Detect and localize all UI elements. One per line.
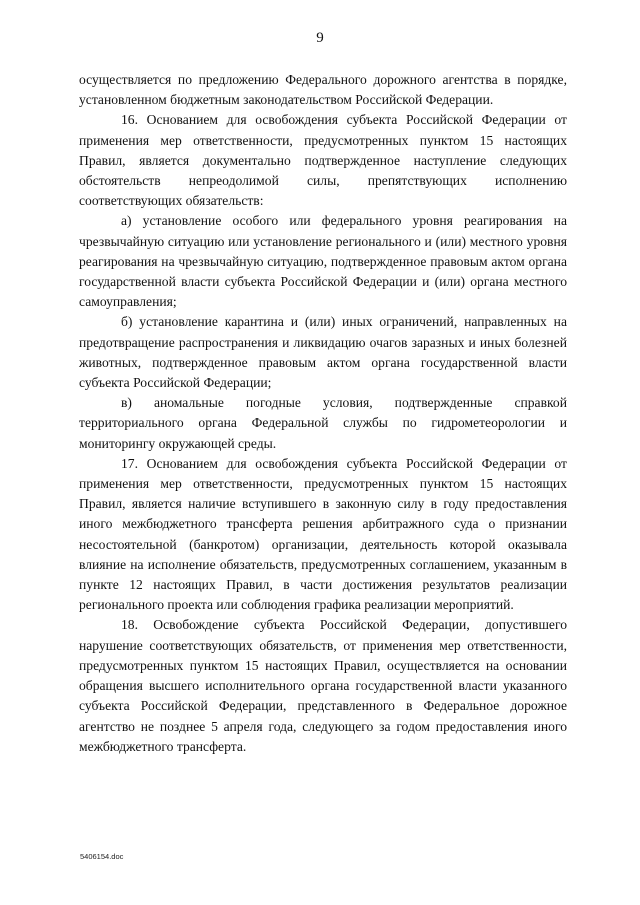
paragraph-17: 17. Основанием для освобождения субъекта Российской Федерации от применения мер ответственности, предусмотренных пунктом 15 настоящих Правил, является наличие вступившего в законную силу в году предоставления иного межбюджетного трансферта решения арбитражного суда о признании несостоятельной (банкротом) организации, деятельность которой оказывала влияние на исполнение обязательств, предусмотренных соглашением, указанным в пункте 12 настоящих Правил, в части достижения результатов реализации регионального проекта или соблюдения графика реализации мероприятий.	[79, 455, 567, 613]
paragraph-16: 16. Основанием для освобождения субъекта Российской Федерации от применения мер ответственности, предусмотренных пунктом 15 настоящих Правил, является документально подтвержденное наступление следующих обстоятельств непреодолимой силы, препятствующих исполнению соответствующих обязательств:	[79, 112, 567, 209]
document-body	[79, 70, 567, 757]
page-number: 9	[316, 30, 324, 46]
paragraph-18: 18. Освобождение субъекта Российской Федерации, допустившего нарушение соответствующих обязательств, от применения мер ответственности, предусмотренных пунктом 15 настоящих Правил, осуществляется на основании обращения высшего исполнительного органа государственной власти указанного субъекта Российской Федерации, представленного в Федеральное дорожное агентство не позднее 5 апреля года, следующего за годом предоставления иного межбюджетного трансферта.	[79, 617, 567, 754]
paragraph-continuation: осуществляется по предложению Федерального дорожного агентства в порядке, установленном бюджетным законодательством Российской Федерации.	[79, 72, 567, 108]
footer-filename: 5406154.doc	[80, 852, 124, 861]
paragraph-16b: б) установление карантина и (или) иных ограничений, направленных на предотвращение распространения и ликвидацию очагов заразных и иных болезней животных, подтвержденное правовым актом органа государственной власти субъекта Российской Федерации;	[79, 314, 567, 391]
paragraph-16v: в) аномальные погодные условия, подтвержденные справкой территориального органа Федеральной службы по гидрометеорологии и мониторингу окружающей среды.	[79, 395, 567, 451]
paragraph-16a: а) установление особого или федерального уровня реагирования на чрезвычайную ситуацию или установление регионального и (или) местного уровня реагирования на чрезвычайную ситуацию, подтвержденное правовым актом органа государственной власти субъекта Российской Федерации и (или) органа местного самоуправления;	[79, 213, 567, 310]
